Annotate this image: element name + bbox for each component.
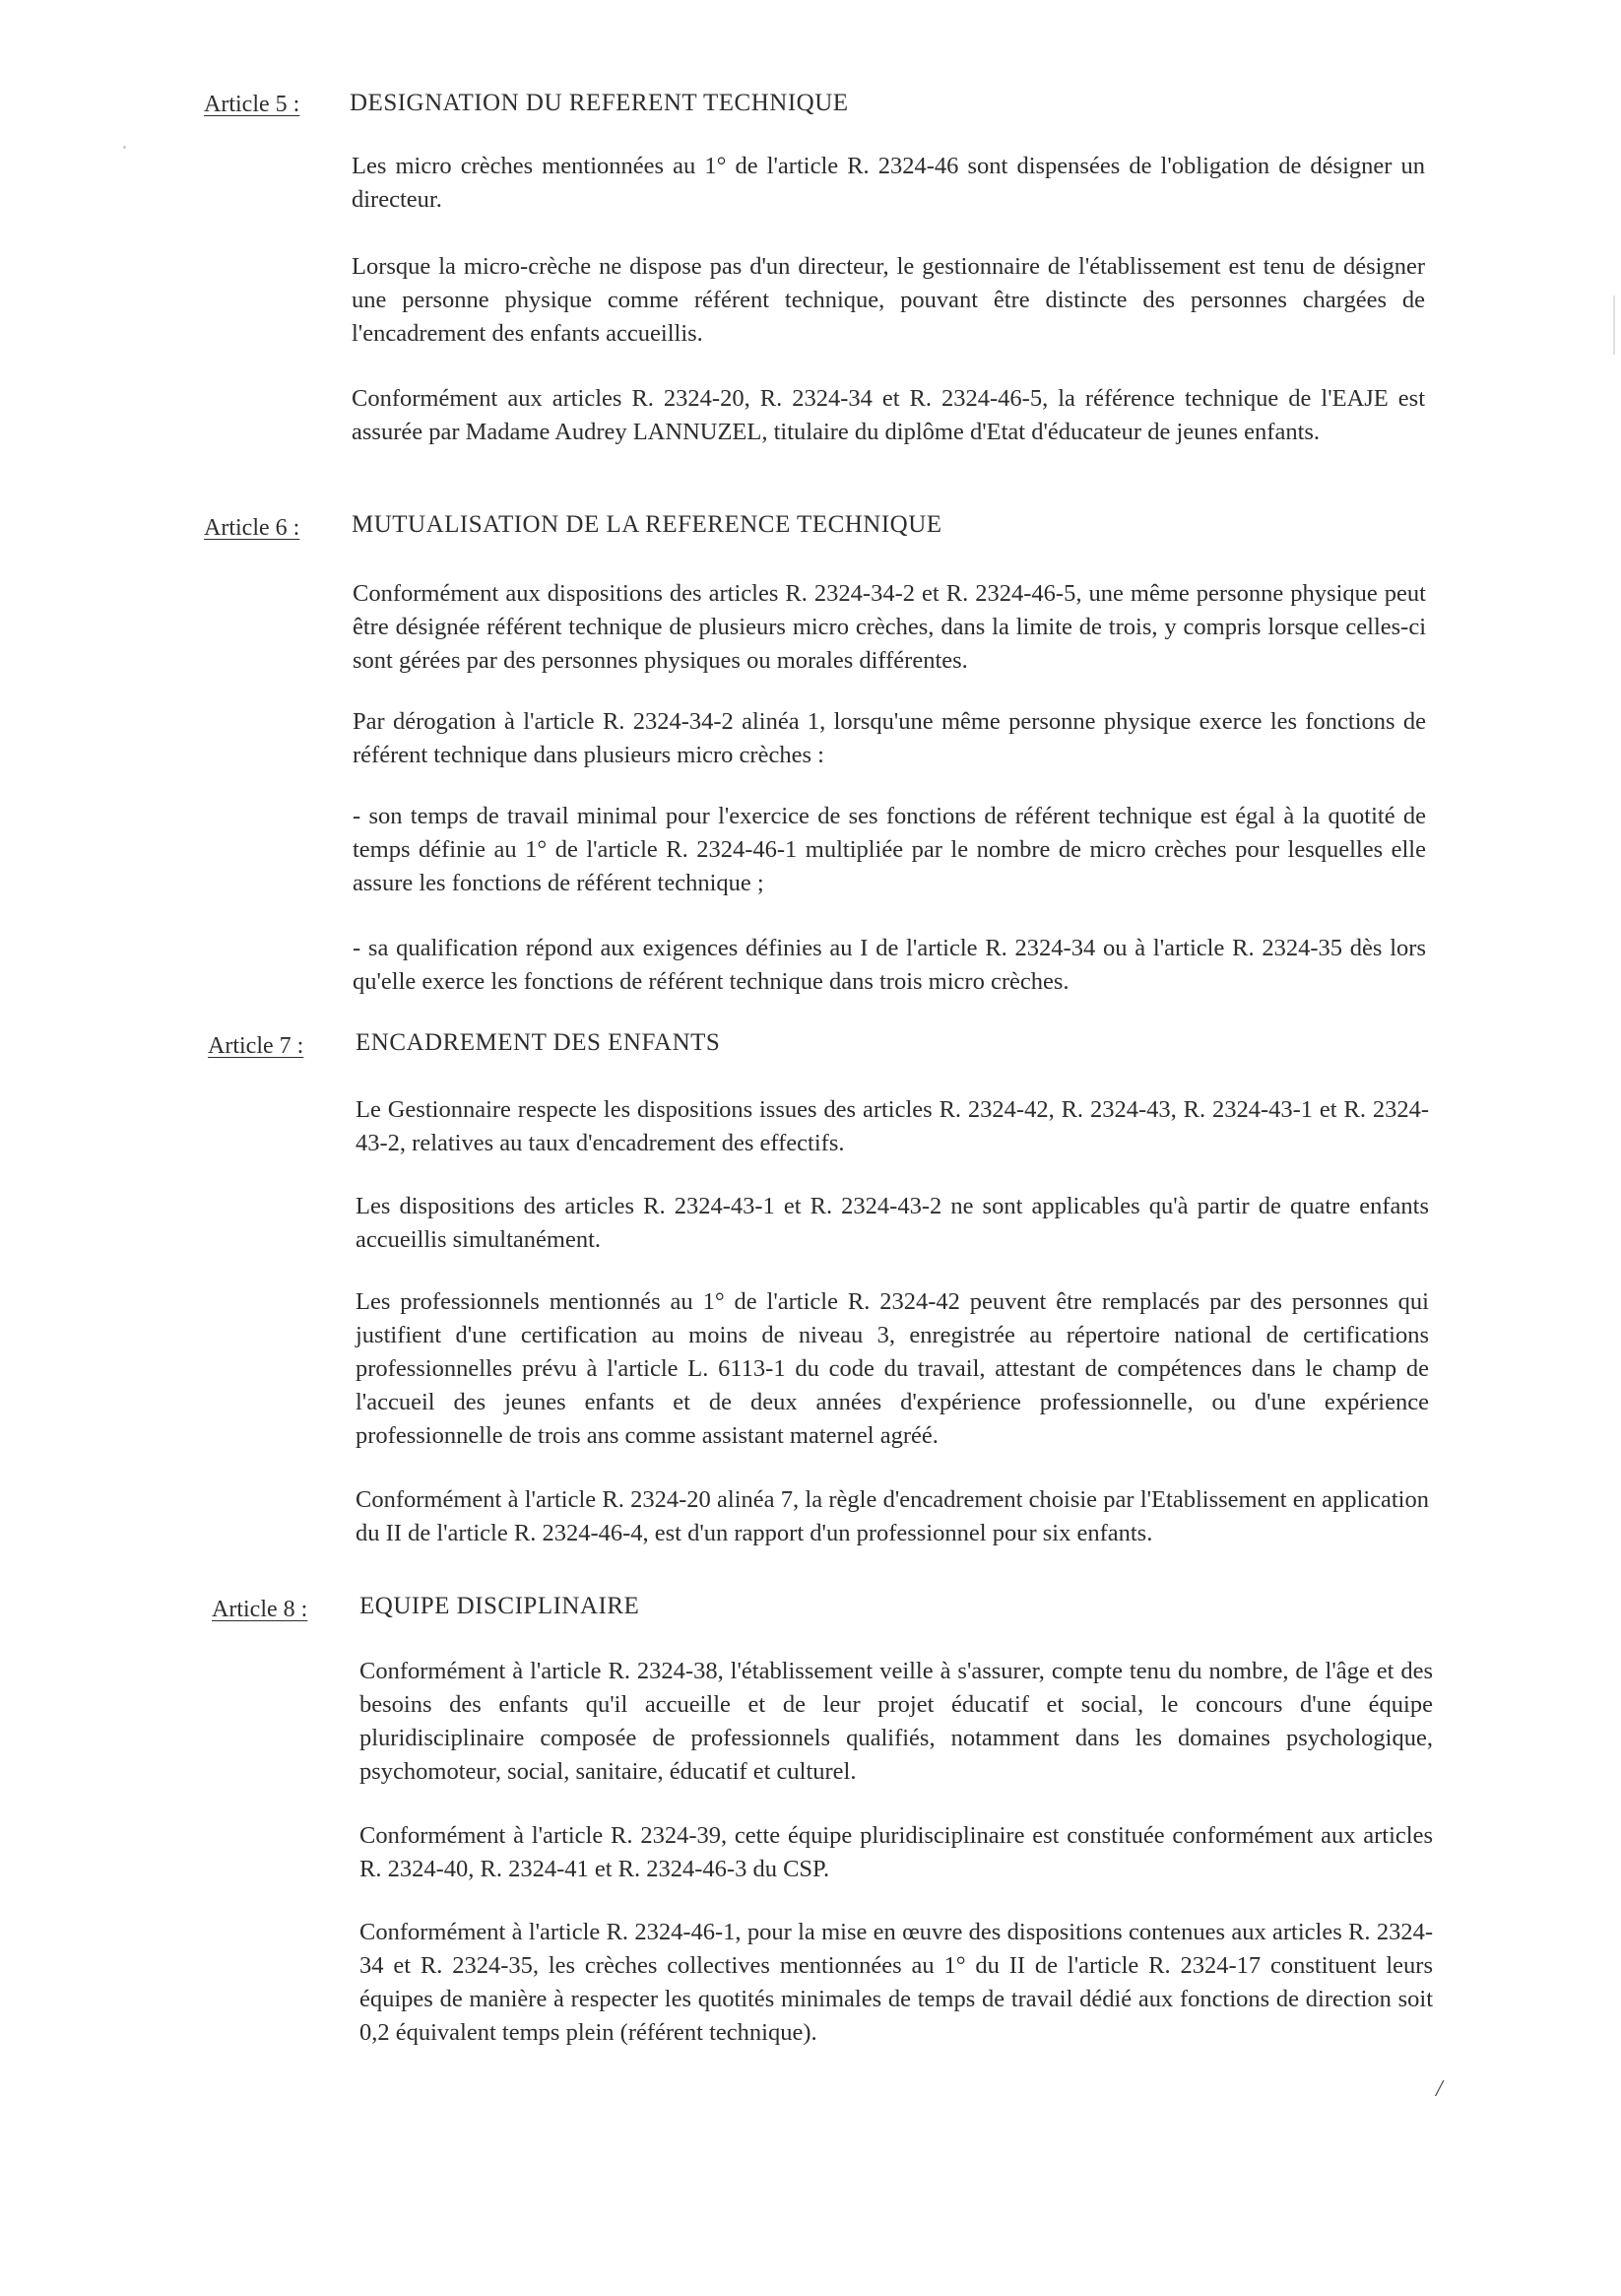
article-6-label: Article 6 : bbox=[204, 515, 300, 541]
article-5-label: Article 5 : bbox=[204, 92, 300, 117]
article-8-label: Article 8 : bbox=[212, 1597, 308, 1622]
article-7-paragraph-4: Conformément à l'article R. 2324-20 alinéa 7, la règle d'encadrement choisie par l'Etablissement en application du II de l'article R. 2324-46-4, est d'un rapport d'un professionnel pour six enfants. bbox=[356, 1486, 1429, 1546]
article-7-paragraph-1: Le Gestionnaire respecte les dispositions issues des articles R. 2324-42, R. 2324-43, R. 2324-43-1 et R. 2324-43-2, relatives au taux d'encadrement des effectifs. bbox=[356, 1096, 1429, 1156]
article-6-paragraph-4: - sa qualification répond aux exigences définies au I de l'article R. 2324-34 ou à l'article R. 2324-35 dès lors qu'elle exerce les fonctions de référent technique dans trois micro crèches. bbox=[353, 935, 1426, 995]
article-5-paragraph-1: Les micro crèches mentionnées au 1° de l'article R. 2324-46 sont dispensées de l'obligation de désigner un directeur. bbox=[352, 153, 1425, 213]
article-7-paragraph-3: Les professionnels mentionnés au 1° de l'article R. 2324-42 peuvent être remplacés par des personnes qui justifient d'une certification au moins de niveau 3, enregistrée au répertoire national de certifications professionnelles prévu à l'article L. 6113-1 du code du travail, attestant de compétences dans le champ de l'accueil des jeunes enfants et de deux années d'expérience professionnelle, ou d'une expérience professionnelle de trois ans comme assistant maternel agréé. bbox=[356, 1288, 1429, 1449]
scan-edge bbox=[1613, 295, 1615, 355]
scan-speck bbox=[123, 146, 126, 149]
article-6-title: MUTUALISATION DE LA REFERENCE TECHNIQUE bbox=[352, 511, 942, 538]
article-8-paragraph-2: Conformément à l'article R. 2324-39, cette équipe pluridisciplinaire est constituée conformément aux articles R. 2324-40, R. 2324-41 et R. 2324-46-3 du CSP. bbox=[359, 1822, 1433, 1882]
article-7-paragraph-2: Les dispositions des articles R. 2324-43-1 et R. 2324-43-2 ne sont applicables qu'à partir de quatre enfants accueillis simultanément. bbox=[356, 1193, 1429, 1253]
article-8-paragraph-3: Conformément à l'article R. 2324-46-1, pour la mise en œuvre des dispositions contenues aux articles R. 2324-34 et R. 2324-35, les crèches collectives mentionnées au 1° du II de l'article R. 2324-17 constituent leurs équipes de manière à respecter les quotités minimales de temps de travail dédié aux fonctions de direction soit 0,2 équivalent temps plein (référent technique). bbox=[359, 1919, 1433, 2046]
article-7-label: Article 7 : bbox=[208, 1033, 304, 1059]
article-7-title: ENCADREMENT DES ENFANTS bbox=[356, 1029, 721, 1056]
article-5-paragraph-2: Lorsque la micro-crèche ne dispose pas d'un directeur, le gestionnaire de l'établissement est tenu de désigner une personne physique comme référent technique, pouvant être distincte des personnes chargées de l'encadrement des enfants accueillis. bbox=[352, 253, 1425, 347]
page-mark: / bbox=[1436, 2076, 1443, 2102]
article-5-title: DESIGNATION DU REFERENT TECHNIQUE bbox=[350, 90, 849, 116]
article-8-title: EQUIPE DISCIPLINAIRE bbox=[359, 1593, 640, 1619]
article-8-paragraph-1: Conformément à l'article R. 2324-38, l'établissement veille à s'assurer, compte tenu du nombre, de l'âge et des besoins des enfants qu'il accueille et de leur projet éducatif et social, le concours d'une équipe pluridisciplinaire composée de professionnels qualifiés, notamment dans les domaines psychologique, psychomoteur, social, sanitaire, éducatif et culturel. bbox=[359, 1658, 1433, 1785]
article-6-paragraph-1: Conformément aux dispositions des articles R. 2324-34-2 et R. 2324-46-5, une même personne physique peut être désignée référent technique de plusieurs micro crèches, dans la limite de trois, y compris lorsque celles-ci sont gérées par des personnes physiques ou morales différentes. bbox=[353, 580, 1426, 674]
article-6-paragraph-2: Par dérogation à l'article R. 2324-34-2 alinéa 1, lorsqu'une même personne physique exerce les fonctions de référent technique dans plusieurs micro crèches : bbox=[353, 708, 1426, 768]
article-5-paragraph-3: Conformément aux articles R. 2324-20, R. 2324-34 et R. 2324-46-5, la référence technique de l'EAJE est assurée par Madame Audrey LANNUZEL, titulaire du diplôme d'Etat d'éducateur de jeunes enfants. bbox=[352, 385, 1425, 445]
article-6-paragraph-3: - son temps de travail minimal pour l'exercice de ses fonctions de référent technique est égal à la quotité de temps définie au 1° de l'article R. 2324-46-1 multipliée par le nombre de micro crèches pour lesquelles elle assure les fonctions de référent technique ; bbox=[353, 803, 1426, 896]
